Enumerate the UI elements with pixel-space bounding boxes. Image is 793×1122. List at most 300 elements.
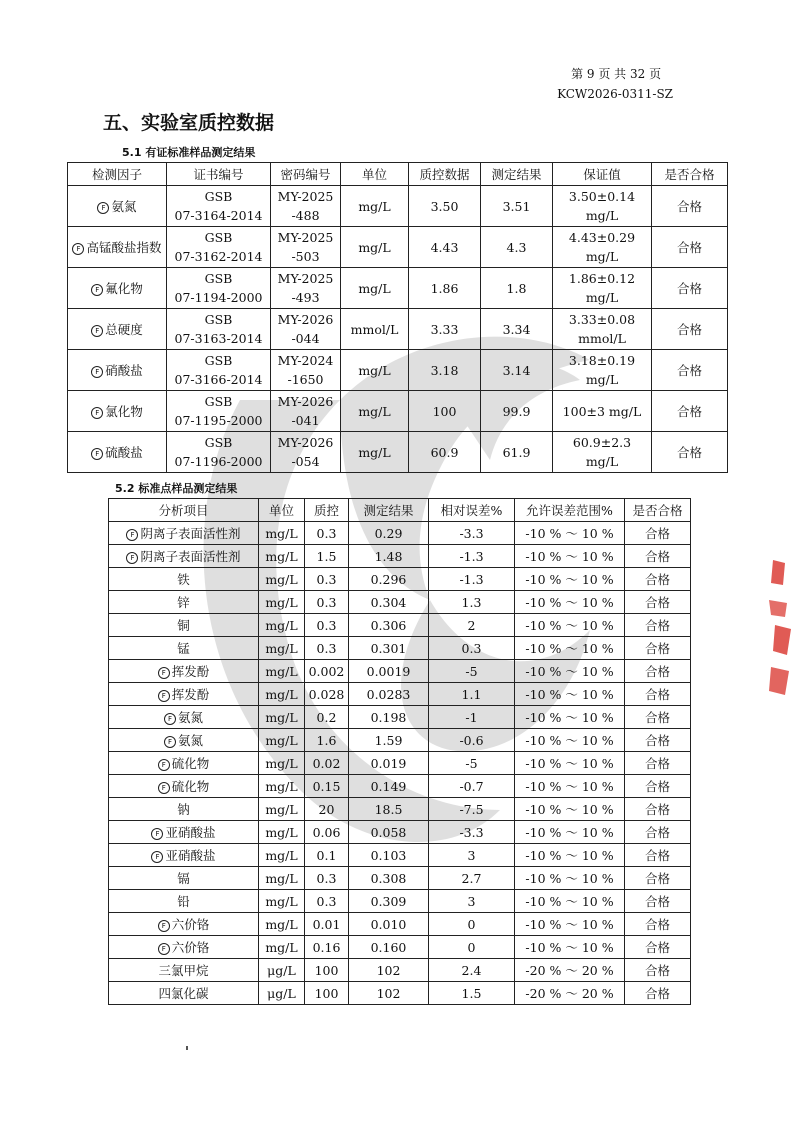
factor-cell: [109, 890, 259, 913]
unit-cell: mg/L: [259, 683, 305, 706]
range-cell: -10 % ～ 10 %: [515, 614, 625, 637]
table-row: [68, 350, 728, 391]
unit-cell: mg/L: [259, 729, 305, 752]
table-row: [68, 309, 728, 350]
cert-cell-line2: 07-1194-2000: [174, 290, 263, 305]
table2-header-cell: 是否合格: [625, 499, 691, 522]
result-cell: 0.0283: [349, 683, 429, 706]
result-cell: 0.304: [349, 591, 429, 614]
qc-cell: 1.6: [305, 729, 349, 752]
cert-cell-line2: 07-3162-2014: [174, 249, 263, 264]
result-cell: 102: [349, 982, 429, 1005]
range-cell: -20 % ～ 20 %: [515, 959, 625, 982]
pass-cell: 合格: [625, 959, 691, 982]
error-cell: -7.5: [429, 798, 515, 821]
range-cell: -10 % ～ 10 %: [515, 683, 625, 706]
cert-cell-line2: 07-1196-2000: [174, 454, 263, 469]
pass-cell: 合格: [625, 683, 691, 706]
f-mark-icon: F: [158, 943, 170, 955]
qc-cell: 60.9: [409, 432, 481, 473]
table1-header-cell: 保证值: [553, 163, 652, 186]
f-mark-icon: F: [91, 366, 103, 378]
guarantee-cell: [553, 391, 652, 432]
range-cell: -10 % ～ 10 %: [515, 752, 625, 775]
table-row: [109, 729, 691, 752]
table-row: [109, 913, 691, 936]
result-cell: 1.48: [349, 545, 429, 568]
pass-cell: 合格: [625, 821, 691, 844]
page-number: 第 9 页 共 32 页: [571, 67, 662, 81]
result-cell: 1.8: [481, 268, 553, 309]
unit-cell: mg/L: [259, 890, 305, 913]
qc-cell: 3.50: [409, 186, 481, 227]
qc-cell: 0.3: [305, 568, 349, 591]
range-cell: -10 % ～ 10 %: [515, 591, 625, 614]
range-cell: -20 % ～ 20 %: [515, 982, 625, 1005]
error-cell: 0: [429, 913, 515, 936]
cert-cell-line2: 07-3164-2014: [174, 208, 263, 223]
pass-cell: 合格: [652, 268, 728, 309]
result-cell: 0.296: [349, 568, 429, 591]
factor-cell: [109, 936, 259, 959]
code-cell-line1: MY-2024: [277, 353, 334, 368]
pass-cell: 合格: [625, 591, 691, 614]
qc-cell: 100: [305, 959, 349, 982]
f-mark-icon: F: [158, 690, 170, 702]
table-row: [109, 936, 691, 959]
unit-cell: mg/L: [259, 660, 305, 683]
guarantee-cell-line1: 100±3 mg/L: [562, 403, 642, 419]
result-cell: 0.160: [349, 936, 429, 959]
unit-cell: mg/L: [259, 706, 305, 729]
table2-header-cell: 质控: [305, 499, 349, 522]
range-cell: -10 % ～ 10 %: [515, 775, 625, 798]
factor-cell: [109, 775, 259, 798]
error-cell: -0.6: [429, 729, 515, 752]
factor-cell: [68, 268, 167, 309]
qc-cell: 3.18: [409, 350, 481, 391]
table2-header-cell: 允许误差范围%: [515, 499, 625, 522]
unit-cell: mg/L: [259, 821, 305, 844]
unit-cell: μg/L: [259, 982, 305, 1005]
range-cell: -10 % ～ 10 %: [515, 890, 625, 913]
qc-cell: 1.86: [409, 268, 481, 309]
pass-cell: 合格: [625, 936, 691, 959]
error-cell: 2.7: [429, 867, 515, 890]
cert-cell: [167, 309, 271, 350]
table2-header-cell: 分析项目: [109, 499, 259, 522]
pass-cell: 合格: [625, 982, 691, 1005]
table2-header-cell: 测定结果: [349, 499, 429, 522]
table-row: [68, 268, 728, 309]
result-cell: 0.308: [349, 867, 429, 890]
guarantee-cell-line1: 1.86±0.12: [568, 271, 636, 286]
cert-cell: [167, 227, 271, 268]
factor-cell: [109, 752, 259, 775]
page-header: [557, 64, 673, 104]
table-row: [109, 660, 691, 683]
unit-cell: mg/L: [341, 268, 409, 309]
error-cell: -0.7: [429, 775, 515, 798]
error-cell: 0: [429, 936, 515, 959]
pass-cell: 合格: [625, 660, 691, 683]
code-cell-line1: MY-2025: [277, 189, 334, 204]
factor-name: 亚硝酸盐: [165, 825, 216, 840]
range-cell: -10 % ～ 10 %: [515, 867, 625, 890]
error-cell: 1.1: [429, 683, 515, 706]
qc-cell: 0.06: [305, 821, 349, 844]
table1-title: 5.1 有证标准样品测定结果: [122, 146, 256, 159]
factor-cell: [109, 959, 259, 982]
factor-name: 锌: [177, 595, 190, 610]
table-row: [109, 890, 691, 913]
f-mark-icon: F: [158, 782, 170, 794]
f-mark-icon: F: [97, 202, 109, 214]
code-cell-line2: -493: [291, 290, 320, 305]
f-mark-icon: F: [164, 713, 176, 725]
code-cell: [271, 186, 341, 227]
unit-cell: μg/L: [259, 959, 305, 982]
guarantee-cell: [553, 227, 652, 268]
cert-cell-line1: GSB: [204, 189, 233, 204]
cert-cell-line1: GSB: [204, 353, 233, 368]
unit-cell: mg/L: [259, 568, 305, 591]
code-cell-line1: MY-2026: [277, 435, 334, 450]
factor-cell: [109, 867, 259, 890]
factor-cell: [109, 913, 259, 936]
factor-cell: [109, 522, 259, 545]
factor-name: 铅: [177, 894, 190, 909]
cert-cell-line1: GSB: [204, 435, 233, 450]
factor-cell: [109, 545, 259, 568]
f-mark-icon: F: [91, 284, 103, 296]
qc-cell: 0.3: [305, 591, 349, 614]
guarantee-cell-line2: mg/L: [585, 290, 619, 305]
cert-cell-line1: GSB: [204, 271, 233, 286]
range-cell: -10 % ～ 10 %: [515, 844, 625, 867]
unit-cell: mg/L: [259, 936, 305, 959]
result-cell: 99.9: [481, 391, 553, 432]
code-cell-line1: MY-2025: [277, 271, 334, 286]
guarantee-cell: [553, 268, 652, 309]
factor-cell: [68, 227, 167, 268]
factor-name: 高锰酸盐指数: [86, 239, 162, 255]
table-row: [109, 798, 691, 821]
result-cell: 3.34: [481, 309, 553, 350]
f-mark-icon: F: [158, 759, 170, 771]
qc-cell: 0.16: [305, 936, 349, 959]
table-row: [109, 821, 691, 844]
table1-header-row: [68, 163, 728, 186]
table-row: [109, 775, 691, 798]
unit-cell: mg/L: [259, 913, 305, 936]
error-cell: 1.3: [429, 591, 515, 614]
factor-cell: [109, 614, 259, 637]
pass-cell: 合格: [625, 890, 691, 913]
range-cell: -10 % ～ 10 %: [515, 545, 625, 568]
code-cell: [271, 309, 341, 350]
table-row: [109, 614, 691, 637]
table-row: [109, 683, 691, 706]
factor-cell: [109, 844, 259, 867]
pass-cell: 合格: [625, 844, 691, 867]
cert-cell: [167, 350, 271, 391]
factor-cell: [109, 798, 259, 821]
section-title: 五、实验室质控数据: [103, 112, 275, 134]
f-mark-icon: F: [91, 448, 103, 460]
table-row: [109, 982, 691, 1005]
pass-cell: 合格: [625, 729, 691, 752]
pass-cell: 合格: [625, 568, 691, 591]
f-mark-icon: F: [164, 736, 176, 748]
code-cell: [271, 268, 341, 309]
guarantee-cell-line1: 60.9±2.3: [572, 435, 632, 450]
factor-name: 铁: [177, 572, 190, 587]
factor-cell: [109, 637, 259, 660]
certified-reference-table: [67, 162, 728, 473]
error-cell: -3.3: [429, 821, 515, 844]
code-cell-line1: MY-2026: [277, 394, 334, 409]
factor-cell: [68, 350, 167, 391]
pass-cell: 合格: [625, 522, 691, 545]
range-cell: -10 % ～ 10 %: [515, 798, 625, 821]
pass-cell: 合格: [652, 432, 728, 473]
table1-header-cell: 证书编号: [167, 163, 271, 186]
unit-cell: mg/L: [259, 798, 305, 821]
factor-cell: [109, 568, 259, 591]
qc-cell: 0.3: [305, 614, 349, 637]
error-cell: 0.3: [429, 637, 515, 660]
unit-cell: mg/L: [259, 775, 305, 798]
unit-cell: mg/L: [341, 350, 409, 391]
factor-name: 挥发酚: [171, 687, 210, 702]
pass-cell: 合格: [625, 775, 691, 798]
factor-cell: [109, 683, 259, 706]
f-mark-icon: F: [126, 552, 138, 564]
range-cell: -10 % ～ 10 %: [515, 568, 625, 591]
unit-cell: mg/L: [341, 391, 409, 432]
factor-name: 总硬度: [105, 321, 143, 337]
result-cell: 3.51: [481, 186, 553, 227]
qc-cell: 100: [409, 391, 481, 432]
red-seal-stamp: [765, 555, 793, 705]
factor-name: 硫酸盐: [105, 444, 143, 460]
guarantee-cell: [553, 309, 652, 350]
error-cell: 3: [429, 890, 515, 913]
pass-cell: 合格: [625, 706, 691, 729]
factor-name: 硫化物: [171, 756, 210, 771]
qc-cell: 0.3: [305, 522, 349, 545]
table-row: [109, 522, 691, 545]
factor-cell: [109, 729, 259, 752]
qc-cell: 3.33: [409, 309, 481, 350]
cert-cell: [167, 186, 271, 227]
pass-cell: 合格: [652, 350, 728, 391]
unit-cell: mg/L: [259, 591, 305, 614]
qc-cell: 0.02: [305, 752, 349, 775]
code-cell-line1: MY-2025: [277, 230, 334, 245]
factor-name: 挥发酚: [171, 664, 210, 679]
range-cell: -10 % ～ 10 %: [515, 913, 625, 936]
factor-cell: [68, 391, 167, 432]
factor-name: 六价铬: [171, 917, 210, 932]
factor-name: 六价铬: [171, 940, 210, 955]
guarantee-cell-line2: mg/L: [585, 249, 619, 264]
unit-cell: mg/L: [259, 522, 305, 545]
code-cell: [271, 391, 341, 432]
cert-cell-line1: GSB: [204, 230, 233, 245]
unit-cell: mmol/L: [341, 309, 409, 350]
f-mark-icon: F: [91, 325, 103, 337]
factor-name: 阴离子表面活性剂: [140, 549, 241, 564]
qc-cell: 4.43: [409, 227, 481, 268]
factor-name: 氟化物: [105, 280, 143, 296]
code-cell-line2: -503: [291, 249, 320, 264]
result-cell: 0.019: [349, 752, 429, 775]
table-row: [109, 568, 691, 591]
factor-cell: [109, 591, 259, 614]
table-row: [109, 844, 691, 867]
error-cell: -1.3: [429, 568, 515, 591]
error-cell: -1: [429, 706, 515, 729]
pass-cell: 合格: [625, 545, 691, 568]
qc-cell: 0.002: [305, 660, 349, 683]
error-cell: 2: [429, 614, 515, 637]
pass-cell: 合格: [652, 309, 728, 350]
result-cell: 0.306: [349, 614, 429, 637]
factor-cell: [109, 821, 259, 844]
error-cell: -5: [429, 660, 515, 683]
table1-header-cell: 单位: [341, 163, 409, 186]
factor-cell: [68, 186, 167, 227]
error-cell: -5: [429, 752, 515, 775]
table1-header-cell: 测定结果: [481, 163, 553, 186]
factor-name: 氨氮: [177, 710, 203, 725]
qc-cell: 100: [305, 982, 349, 1005]
guarantee-cell-line1: 4.43±0.29: [568, 230, 636, 245]
table1-header-cell: 检测因子: [68, 163, 167, 186]
factor-name: 硝酸盐: [105, 362, 143, 378]
guarantee-cell-line1: 3.50±0.14: [568, 189, 636, 204]
factor-cell: [68, 309, 167, 350]
code-cell: [271, 350, 341, 391]
unit-cell: mg/L: [259, 867, 305, 890]
range-cell: -10 % ～ 10 %: [515, 637, 625, 660]
pass-cell: 合格: [652, 227, 728, 268]
result-cell: 0.301: [349, 637, 429, 660]
factor-name: 氨氮: [111, 198, 137, 214]
range-cell: -10 % ～ 10 %: [515, 936, 625, 959]
factor-cell: [68, 432, 167, 473]
table-row: [109, 867, 691, 890]
qc-cell: 0.3: [305, 637, 349, 660]
unit-cell: mg/L: [341, 432, 409, 473]
ink-speck: [186, 1046, 188, 1050]
pass-cell: 合格: [625, 752, 691, 775]
error-cell: 2.4: [429, 959, 515, 982]
f-mark-icon: F: [72, 243, 84, 255]
range-cell: -10 % ～ 10 %: [515, 660, 625, 683]
result-cell: 0.29: [349, 522, 429, 545]
pass-cell: 合格: [625, 614, 691, 637]
code-cell: [271, 432, 341, 473]
f-mark-icon: F: [158, 920, 170, 932]
error-cell: 3: [429, 844, 515, 867]
qc-cell: 0.2: [305, 706, 349, 729]
factor-cell: [109, 706, 259, 729]
factor-cell: [109, 982, 259, 1005]
unit-cell: mg/L: [259, 545, 305, 568]
cert-cell: [167, 432, 271, 473]
unit-cell: mg/L: [259, 844, 305, 867]
qc-cell: 0.15: [305, 775, 349, 798]
table1-header-cell: 密码编号: [271, 163, 341, 186]
table-row: [68, 186, 728, 227]
qc-cell: 0.1: [305, 844, 349, 867]
qc-cell: 20: [305, 798, 349, 821]
factor-name: 氨氮: [177, 733, 203, 748]
guarantee-cell-line2: mmol/L: [578, 331, 626, 346]
guarantee-cell-line2: mg/L: [585, 454, 619, 469]
report-number: KCW2026-0311-SZ: [557, 87, 673, 101]
error-cell: -1.3: [429, 545, 515, 568]
table-row: [109, 545, 691, 568]
f-mark-icon: F: [158, 667, 170, 679]
result-cell: 0.010: [349, 913, 429, 936]
table-row: [109, 637, 691, 660]
pass-cell: 合格: [625, 637, 691, 660]
range-cell: -10 % ～ 10 %: [515, 706, 625, 729]
f-mark-icon: F: [126, 529, 138, 541]
factor-name: 镉: [177, 871, 190, 886]
guarantee-cell-line2: mg/L: [585, 372, 619, 387]
guarantee-cell-line2: mg/L: [585, 208, 619, 223]
table-row: [109, 959, 691, 982]
result-cell: 1.59: [349, 729, 429, 752]
range-cell: -10 % ～ 10 %: [515, 729, 625, 752]
result-cell: 0.149: [349, 775, 429, 798]
result-cell: 102: [349, 959, 429, 982]
result-cell: 18.5: [349, 798, 429, 821]
unit-cell: mg/L: [341, 227, 409, 268]
table-row: [68, 391, 728, 432]
table2-title: 5.2 标准点样品测定结果: [115, 482, 238, 495]
standard-point-table: [108, 498, 691, 1005]
table-row: [109, 706, 691, 729]
guarantee-cell: [553, 432, 652, 473]
error-cell: -3.3: [429, 522, 515, 545]
result-cell: 0.0019: [349, 660, 429, 683]
cert-cell-line1: GSB: [204, 394, 233, 409]
range-cell: -10 % ～ 10 %: [515, 522, 625, 545]
f-mark-icon: F: [91, 407, 103, 419]
table-row: [68, 432, 728, 473]
f-mark-icon: F: [151, 828, 163, 840]
factor-name: 钠: [177, 802, 190, 817]
code-cell-line2: -054: [291, 454, 320, 469]
pass-cell: 合格: [625, 798, 691, 821]
qc-cell: 0.3: [305, 890, 349, 913]
factor-name: 阴离子表面活性剂: [140, 526, 241, 541]
result-cell: 61.9: [481, 432, 553, 473]
code-cell-line2: -044: [291, 331, 320, 346]
table2-header-row: [109, 499, 691, 522]
cert-cell: [167, 391, 271, 432]
qc-cell: 0.028: [305, 683, 349, 706]
factor-name: 三氯甲烷: [158, 963, 209, 978]
range-cell: -10 % ～ 10 %: [515, 821, 625, 844]
result-cell: 4.3: [481, 227, 553, 268]
